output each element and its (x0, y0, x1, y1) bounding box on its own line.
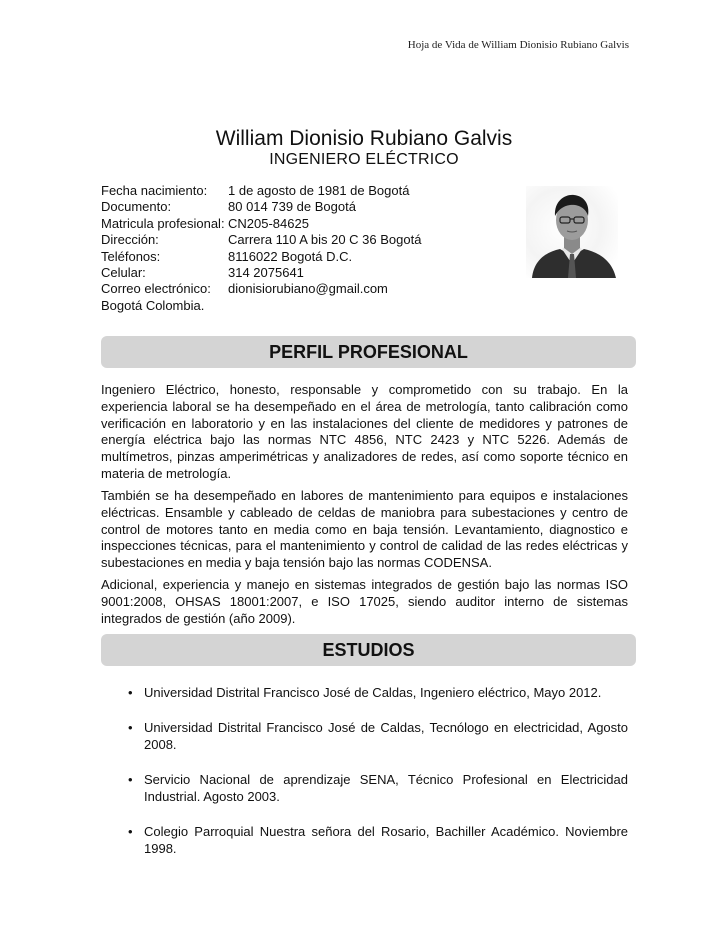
bullet-icon: • (128, 824, 133, 839)
info-row-phones (101, 249, 421, 265)
profile-photo (526, 186, 618, 278)
info-label: Bogotá Colombia. (101, 297, 205, 313)
info-row-mobile (101, 265, 421, 281)
info-value: CN205-84625 (228, 215, 309, 231)
info-value: 80 014 739 de Bogotá (228, 199, 356, 215)
list-item (125, 684, 628, 701)
info-label: Correo electrónico: (101, 281, 211, 297)
study-text: Universidad Distrital Francisco José de Caldas, Tecnólogo en electricidad, Agosto 2008. (144, 720, 628, 752)
info-row-address (101, 232, 421, 248)
studies-list (125, 684, 628, 875)
list-item (125, 823, 628, 857)
info-label: Documento: (101, 199, 172, 215)
study-text: Servicio Nacional de aprendizaje SENA, Técnico Profesional en Electricidad Industrial. Agosto 2003. (144, 772, 628, 804)
email-value: dionisiorubiano@gmail.com (228, 281, 388, 297)
list-item (125, 719, 628, 753)
bullet-icon: • (128, 720, 133, 735)
info-value: Carrera 110 A bis 20 C 36 Bogotá (228, 232, 422, 248)
info-row-email (101, 281, 421, 297)
perfil-paragraph: También se ha desempeñado en labores de mantenimiento para equipos e instalaciones eléctricas. Ensamble y cableado de celdas de maniobra para subestaciones y centro de control de motores tanto en media como en baja tensión. Levantamiento, diagnostico e inspecciones técnicas, para el mantenimiento y control de calidad de las redes eléctricas y subestaciones en media y baja tensión bajo las normas CODENSA. (101, 488, 628, 571)
personal-info (101, 183, 421, 314)
bullet-icon: • (128, 685, 133, 700)
perfil-paragraph: Ingeniero Eléctrico, honesto, responsable y comprometido con su trabajo. En la experiencia laboral se ha desempeñado en el área de metrología, tanto calibración como verificación en laboratorio y en las instalaciones del cliente de medidores y patrones de energía eléctrica bajo las normas NTC 4856, NTC 2423 y NTC 5226. Además de multímetros, pinzas amperimétricas y analizadores de redes, así como soporte técnico en materia de metrología. (101, 382, 628, 481)
info-label: Celular: (101, 265, 146, 281)
section-heading-perfil: PERFIL PROFESIONAL (101, 336, 636, 368)
info-row-city (101, 298, 421, 314)
info-label: Dirección: (101, 232, 159, 248)
section-heading-estudios: ESTUDIOS (101, 634, 636, 666)
study-text: Colegio Parroquial Nuestra señora del Rosario, Bachiller Académico. Noviembre 1998. (144, 824, 628, 856)
info-label: Matricula profesional: (101, 215, 225, 231)
info-label: Teléfonos: (101, 248, 161, 264)
info-row-license (101, 216, 421, 232)
study-text: Universidad Distrital Francisco José de Caldas, Ingeniero eléctrico, Mayo 2012. (144, 685, 602, 700)
running-header: Hoja de Vida de William Dionisio Rubiano Galvis (407, 39, 629, 51)
perfil-paragraph: Adicional, experiencia y manejo en sistemas integrados de gestión bajo las normas ISO 9001:2008, OHSAS 18001:2007, e ISO 17025, siendo auditor interno de sistemas integrados de gestión (año 2009). (101, 577, 628, 626)
info-value: 314 2075641 (228, 265, 304, 281)
info-label: Fecha nacimiento: (101, 183, 208, 198)
list-item (125, 771, 628, 805)
info-row-document (101, 199, 421, 215)
info-value: 8116022 Bogotá D.C. (228, 248, 353, 264)
person-title: INGENIERO ELÉCTRICO (269, 151, 459, 168)
person-name: William Dionisio Rubiano Galvis (215, 127, 513, 150)
bullet-icon: • (128, 772, 133, 787)
info-value: 1 de agosto de 1981 de Bogotá (228, 183, 410, 198)
info-row-birth (101, 183, 421, 199)
